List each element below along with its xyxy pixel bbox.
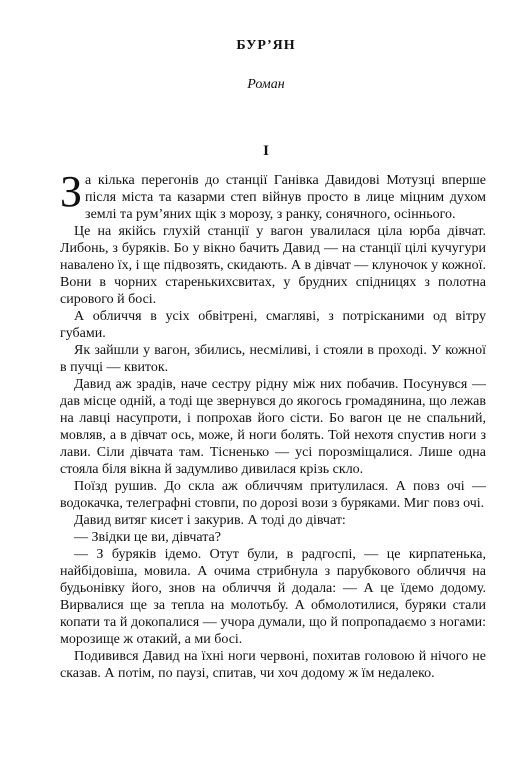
paragraph: — Звідки це ви, дівчата?: [74, 530, 221, 545]
paragraph: — З буряків ідемо. Отут були, в радгоспі, — це кирпатенька, найбідовіша, мовила. А очима стрибнула з парубкового обличчя на будьонівку його, знов на обличчя й додала: — А це їдемо додому. Вирвалися ще за тепла на молотьбу. А обмолотилися, буряки стали копати та й докопалися — учора думали, що й попропадаємо з ногами: морозище ж отакий, а ми босі.: [60, 547, 486, 647]
book-subtitle: Роман: [247, 77, 285, 92]
paragraph: [60, 167, 486, 223]
body-text: [60, 167, 486, 682]
paragraph: А обличчя в усіх обвітрені, смагляві, з потрісканими од вітру губами.: [60, 309, 486, 341]
paragraph: Це на якійсь глухій станції у вагон увалилася ціла юрба дівчат. Либонь, з буряків. Бо у вікно бачить Давид — на станції цілі кучугури навалено їх, і ще підвозять, скидають. А в дівчат — клуночок у кожної. Вони в чорних старенькихсвитах, у брудних спідницях з полотна сирового й босі.: [60, 224, 486, 307]
book-title: БУР’ЯН: [236, 38, 296, 53]
paragraph: Давид аж зрадів, наче сестру рідну між них побачив. Посунувся — дав місце одній, а тоді ще звернувся до якогось громадянина, що лежав на лавці насупроти, і попрохав його сісти. Бо вагон це не спальний, мовляв, а в дівчат ось, може, й ноги болять. Той нехотя спустив ноги з лави. Сіли дівчата там. Тісненько — усі порозміщалися. Лише одна стояла біля вікна й задумливо дивилася крізь скло.: [60, 377, 486, 477]
paragraph-text: а кілька перегонів до станції Ганівка Давидові Мотузці вперше після міста та казарми степ війнув просто в лице міцним духом землі та рум’яних щік з морозу, з ранку, сонячного, осіннього.: [85, 173, 486, 222]
paragraph: Як зайшли у вагон, збились, несміливі, і стояли в проході. У кожної в пучці — квиток.: [60, 343, 486, 375]
drop-cap: З: [60, 167, 83, 216]
paragraph: Поїзд рушив. До скла аж обличчям притулилася. А повз очі — водокачка, телеграфні стовпи, по дорозі вози з буряками. Миг повз очі.: [60, 479, 486, 511]
paragraph: Давид витяг кисет і закурив. А тоді до дівчат:: [74, 513, 346, 528]
chapter-number: I: [263, 143, 269, 159]
paragraph: Подивився Давид на їхні ноги червоні, похитав головою й нічого не сказав. А потім, по паузі, спитав, чи хоч додому ж їм недалеко.: [60, 649, 486, 681]
